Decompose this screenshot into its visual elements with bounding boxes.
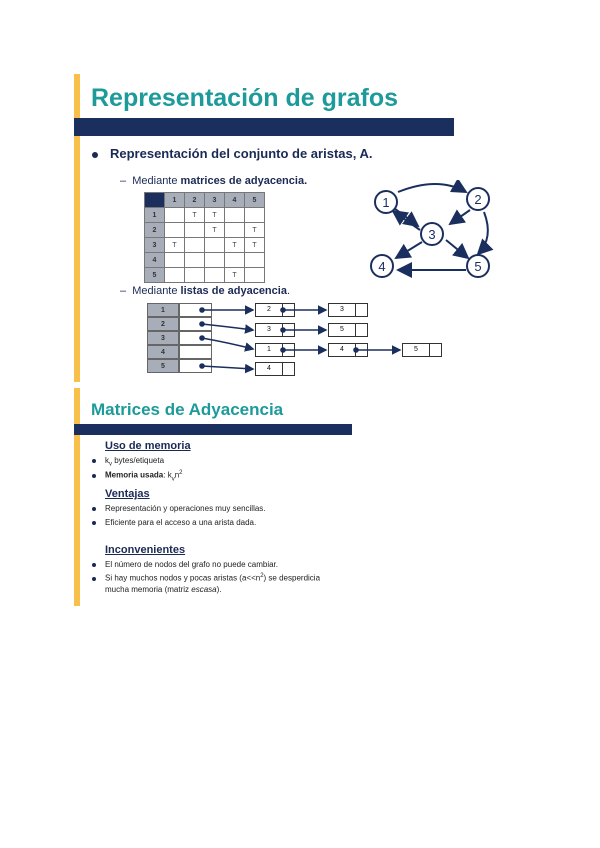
sub2-prefix: Mediante xyxy=(132,285,181,297)
list-item xyxy=(92,560,278,569)
sub1-prefix: Mediante xyxy=(132,175,181,187)
matrix-cell: T xyxy=(205,223,225,238)
matrix-col-header: 3 xyxy=(205,193,225,208)
graph-node-label: 2 xyxy=(474,192,482,207)
matrix-cell: T xyxy=(225,238,245,253)
sub2-bold: listas de adyacencia xyxy=(180,285,287,297)
sub1-bold: matrices de adyacencia. xyxy=(180,175,308,187)
item-italic: escasa xyxy=(191,585,217,594)
list-node-value: 5 xyxy=(329,324,356,336)
bullet-icon xyxy=(92,563,96,567)
item-text: k xyxy=(105,456,109,465)
dash-icon: – xyxy=(120,175,133,187)
list-node-value: 5 xyxy=(403,344,430,356)
bullet-icon xyxy=(92,474,96,478)
list-item xyxy=(92,456,164,468)
dash-icon: – xyxy=(120,285,133,297)
item-text: Representación y operaciones muy sencillas. xyxy=(105,504,266,513)
matrix-col-header: 4 xyxy=(225,193,245,208)
matrix-row-header: 5 xyxy=(145,268,165,283)
bullet-icon xyxy=(92,521,96,525)
list-node-value: 1 xyxy=(256,344,283,356)
matrix-cell: T xyxy=(245,223,265,238)
item-sup: 2 xyxy=(179,470,183,476)
item-text: Eficiente para el acceso a una arista dada. xyxy=(105,518,257,527)
list-node-value: 3 xyxy=(256,324,283,336)
matrix-row-header: 2 xyxy=(145,223,165,238)
slide2-title: Matrices de Adyacencia xyxy=(91,400,284,419)
item-text: : k xyxy=(163,470,172,480)
list-item xyxy=(92,573,320,583)
list-label: 5 xyxy=(147,359,179,373)
item-text: n xyxy=(174,470,180,480)
matrix-cell: T xyxy=(205,208,225,223)
matrix-cell: T xyxy=(165,238,185,253)
graph-node-label: 3 xyxy=(428,227,436,242)
graph-node-label: 5 xyxy=(474,259,482,274)
item-bold: Memoria usada xyxy=(105,470,164,480)
list-node-value: 4 xyxy=(256,363,283,375)
list-item xyxy=(92,470,183,482)
list-item-continuation xyxy=(105,585,222,594)
matrix-col-header: 1 xyxy=(165,193,185,208)
bullet-icon xyxy=(92,577,96,581)
item-text: bytes/etiqueta xyxy=(112,456,165,465)
graph-node-label: 4 xyxy=(378,259,386,274)
list-node-value: 3 xyxy=(329,304,356,316)
list-label: 1 xyxy=(147,303,179,317)
item-sup: 2 xyxy=(260,573,264,579)
item-text: ) se desperdicia xyxy=(263,573,321,583)
item-text: ). xyxy=(216,585,222,594)
matrix-row-header: 4 xyxy=(145,253,165,268)
matrix-row-header: 3 xyxy=(145,238,165,253)
item-text: mucha memoria (matriz xyxy=(105,585,192,594)
matrix-col-header: 5 xyxy=(245,193,265,208)
list-label: 4 xyxy=(147,345,179,359)
item-sub: v xyxy=(171,476,175,483)
accent-bar-2 xyxy=(74,388,80,606)
list-node-value: 4 xyxy=(329,344,356,356)
slide1-title: Representación de grafos xyxy=(91,84,399,112)
list-item xyxy=(92,518,256,527)
graph-node-label: 1 xyxy=(382,195,390,210)
section-heading-inconvenientes: Inconvenientes xyxy=(105,544,186,556)
matrix-row-header: 1 xyxy=(145,208,165,223)
item-text: Si hay muchos nodos y pocas aristas (a<<n xyxy=(105,573,261,583)
item-text: El número de nodos del grafo no puede cambiar. xyxy=(105,560,279,569)
list-node-value: 2 xyxy=(256,304,283,316)
matrix-cell: T xyxy=(245,238,265,253)
title-underline-2 xyxy=(74,424,352,435)
bullet-icon xyxy=(92,459,96,463)
list-label: 2 xyxy=(147,317,179,331)
matrix-cell: T xyxy=(225,268,245,283)
matrix-col-header: 2 xyxy=(185,193,205,208)
sub2-suffix: . xyxy=(286,285,291,297)
main-bullet-text: Representación del conjunto de aristas, A. xyxy=(110,146,373,161)
list-item xyxy=(92,504,266,513)
section-heading-ventajas: Ventajas xyxy=(105,488,150,500)
item-sub: v xyxy=(109,461,112,468)
bullet-icon xyxy=(92,507,96,511)
matrix-cell: T xyxy=(185,208,205,223)
list-label: 3 xyxy=(147,331,179,345)
section-heading-memoria: Uso de memoria xyxy=(105,440,191,452)
